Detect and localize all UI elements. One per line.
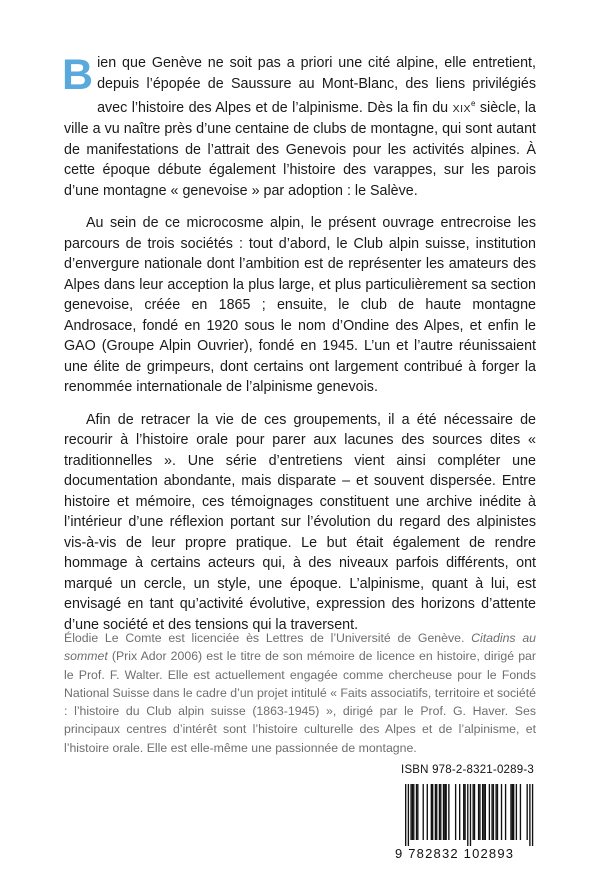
barcode-bar xyxy=(512,784,513,840)
barcode-bar xyxy=(479,784,480,840)
barcode-bar xyxy=(439,784,440,840)
barcode-bar xyxy=(516,784,517,840)
barcode-bar xyxy=(485,784,486,840)
barcode-bar xyxy=(463,784,464,840)
barcode-bar xyxy=(489,784,490,840)
barcode-bar xyxy=(455,784,456,840)
barcode-bar xyxy=(448,784,449,840)
summary-text xyxy=(64,53,536,635)
isbn-barcode-block xyxy=(395,764,540,864)
barcode-bar xyxy=(459,784,460,840)
barcode-bar xyxy=(446,784,447,840)
barcode-bar xyxy=(491,784,492,840)
bio-book-title: Citadins au sommet xyxy=(64,631,536,664)
barcode-digits: 9 782832 102893 xyxy=(395,846,515,861)
paragraph-2: Au sein de ce microcosme alpin, le présent ouvrage entrecroise les parcours de trois sociétés : tout d’abord, le Club alpin suisse, institution d’envergure nationale dont l’ambition est de représenter les amateurs des Alpes dans leur acception la plus large, et plus particulièrement sa section genevoise, créée en 1865 ; ensuite, le club de haute montagne Androsace, fondé en 1920 sous le nom d’Ondine des Alpes, et enfin le GAO (Groupe Alpin Ouvrier), fondé en 1945. L’un et l’autre réunissaient une élite de grimpeurs, dont certains ont largement contribué à forger la renommée internationale de l’alpinisme genevois. xyxy=(64,215,536,396)
bio-paragraph xyxy=(64,629,536,757)
bio-text-b: (Prix Ador 2006) est le titre de son mémoire de licence en histoire, dirigé par le Prof. F. Walter. Elle est actuellement engagée comme chercheuse pour le Fonds National Suisse dans le cadre d’un projet intitulé « Faits associatifs, territoire et société : l’histoire du Club alpin suisse (1863-1945) », dirigé par le Prof. G. Haver. Ses principaux centres d’intérêt sont l’histoire culturelle des Alpes et de l’alpinisme, et l’histoire orale. Elle est elle-même une passionnée de montagne. xyxy=(64,649,536,755)
barcode-bar xyxy=(474,784,475,840)
barcode-icon xyxy=(395,784,540,846)
barcode-bar xyxy=(410,784,411,840)
barcode-bar xyxy=(431,784,432,840)
barcode-bar xyxy=(497,784,498,840)
barcode-bar xyxy=(417,784,418,840)
isbn-label: ISBN 978-2-8321-0289-3 xyxy=(401,764,534,776)
barcode-bar xyxy=(412,784,413,840)
barcode-bar xyxy=(443,784,444,840)
barcode-bar xyxy=(478,784,479,840)
century-superscript: e xyxy=(471,99,476,108)
barcode-bar xyxy=(423,784,424,840)
barcode-bar xyxy=(470,784,471,846)
barcode-bar xyxy=(435,784,436,840)
barcode-bar xyxy=(510,784,511,840)
barcode-bar xyxy=(493,784,494,840)
paragraph-3: Afin de retracer la vie de ces groupements, il a été nécessaire de recourir à l’histoire orale pour parer aux lacunes des sources dites « traditionnelles ». Une série d’entretiens vient ainsi compléter une documentation abondante, mais disparate – et souvent dispersée. Entre histoire et mémoire, ces témoignages constituent une archive inédite à l’intérieur d’une réflexion portant sur l’évolution du regard des alpinistes vis-à-vis de leur propre pratique. Le but était également de rendre hommage à certains acteurs qui, à des niveaux parfois différents, ont marqué un cercle, un style, une époque. L’alpinisme, quant à lui, est envisagé en tant qu’activité évolutive, expression des horizons d’attente d’une société et des tensions qui la traversent. xyxy=(64,411,536,633)
barcode-bar xyxy=(408,784,409,846)
barcode-bar xyxy=(432,784,433,840)
drop-cap: B xyxy=(62,51,94,99)
barcode-bar xyxy=(483,784,484,840)
barcode-bar xyxy=(505,784,506,840)
barcode-bar xyxy=(405,784,406,846)
barcode-bar xyxy=(440,784,441,840)
barcode-bar xyxy=(464,784,465,840)
barcode-bar xyxy=(467,784,468,846)
barcode-bar xyxy=(513,784,514,840)
bio-text-a: Élodie Le Comte est licenciée ès Lettres de l’Université de Genève. xyxy=(64,631,472,645)
barcode-bar xyxy=(436,784,437,840)
century-numeral: XIX xyxy=(452,102,472,115)
barcode-bar xyxy=(473,784,474,840)
barcode-bar xyxy=(529,784,530,846)
paragraph-1-text-a: ien que Genève ne soit pas a priori une cité alpine, elle entretient, depuis l’épopée de Saussure au Mont-Blanc, des liens privilégiés avec l’histoire des Alpes et de l’alpinisme. Dès la fin du xyxy=(97,55,536,116)
barcode-bar xyxy=(413,784,414,840)
barcode-bar xyxy=(532,784,533,846)
barcode-bar xyxy=(482,784,483,840)
barcode-bar xyxy=(444,784,445,840)
barcode-bar xyxy=(501,784,502,840)
barcode-bar xyxy=(527,784,528,840)
paragraph-1-text-b: siècle, la ville a vu naître près d’une centaine de clubs de montagne, qui sont autant de manifestations de l’attrait des Genevois pour les activités alpines. À cette époque débute également l’histoire des varappes, sur les parois d’une montagne « genevoise » par adoption : le Salève. xyxy=(64,99,536,199)
barcode-bar xyxy=(495,784,496,840)
paragraph-1 xyxy=(64,53,536,201)
barcode-bar xyxy=(520,784,521,840)
barcode-bar xyxy=(416,784,417,840)
barcode-bar xyxy=(427,784,428,840)
author-bio xyxy=(64,629,536,757)
